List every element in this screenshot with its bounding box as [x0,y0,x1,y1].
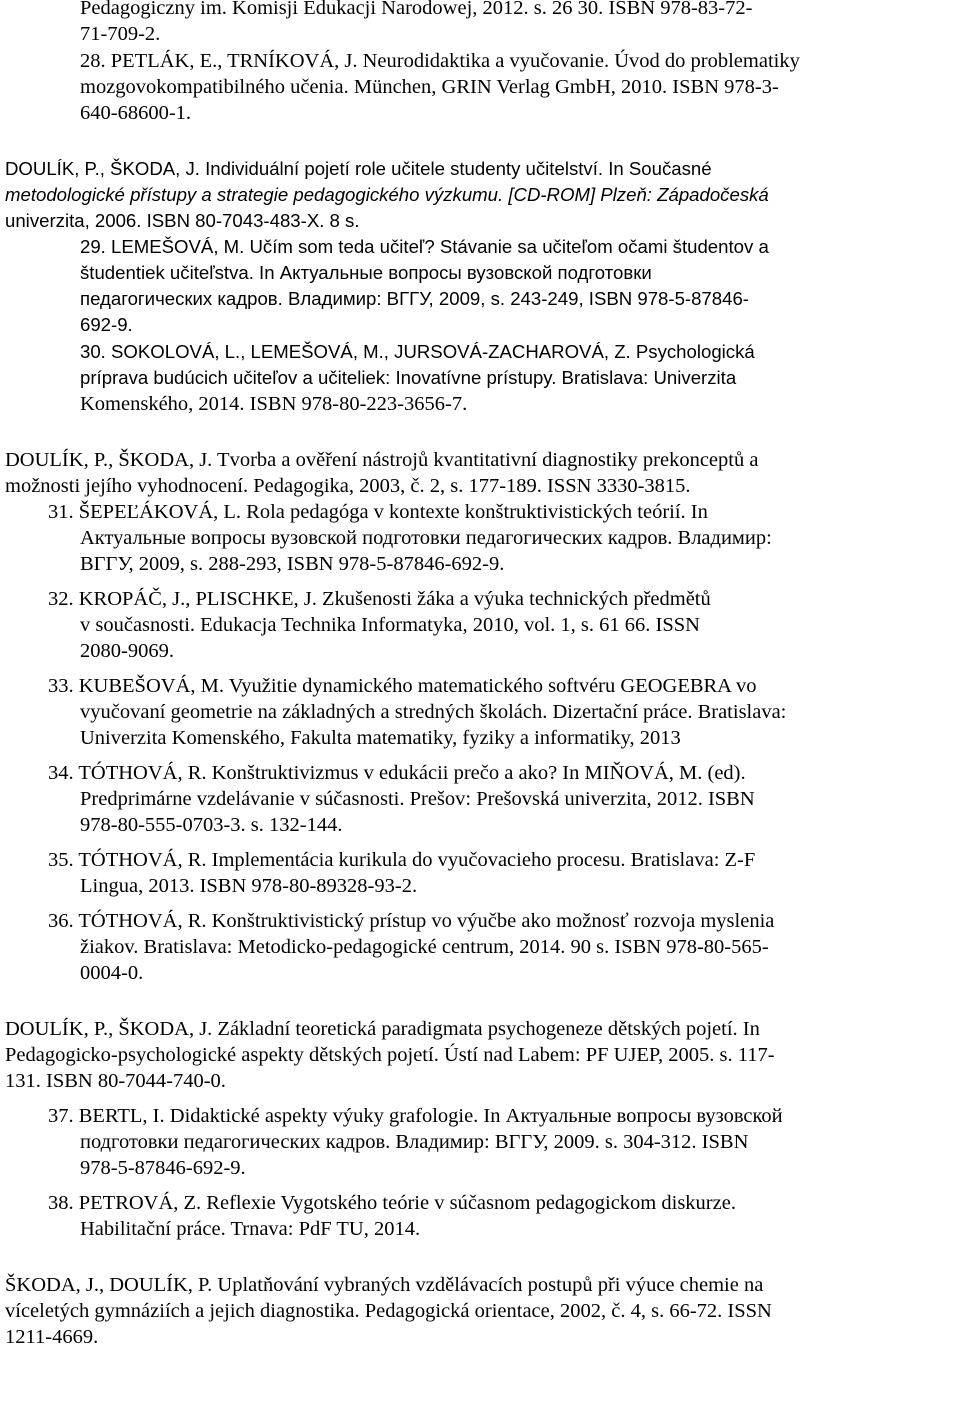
reference-line: metodologické přístupy a strategie pedagogického výzkumu. [CD-ROM] Plzeň: Západočeská [5,184,769,205]
reference-line: 1211-4669. [5,1326,99,1348]
reference-line: Pedagogicko-psychologické aspekty dětských pojetí. Ústí nad Labem: PF UJEP, 2005. s. 117- [5,1044,775,1066]
reference-line: 2080-9069. [80,640,174,662]
reference-line: Univerzita Komenského, Fakulta matematiky, fyziky a informatiky, 2013 [80,727,681,749]
inserted-reference: ŠKODA, J., DOULÍK, P. Uplatňování vybraných vzdělávacích postupů při výuce chemie na [5,1274,764,1296]
inserted-reference: DOULÍK, P., ŠKODA, J. Tvorba a ověření nástrojů kvantitativní diagnostiky prekonceptů a [5,449,759,471]
reference-line: príprava budúcich učiteľov a učiteliek: Inovatívne prístupy. Bratislava: Univerzita [80,367,737,388]
reference-entry-28: 28. PETLÁK, E., TRNÍKOVÁ, J. Neurodidaktika a vyučovanie. Úvod do problematiky [80,50,800,72]
reference-line: Komenského, 2014. ISBN 978-80-223-3656-7. [80,393,468,415]
reference-entry-29: 29. LEMEŠOVÁ, M. Učím som teda učiteľ? Stávanie sa učiteľom očami študentov a [80,236,769,257]
reference-entry-35: 35. TÓTHOVÁ, R. Implementácia kurikula do vyučovacieho procesu. Bratislava: Z-F [48,849,756,871]
reference-line: 692-9. [80,314,133,335]
reference-line: študentiek učiteľstva. In Актуальные вопросы вузовской подготовки [80,262,652,283]
reference-line: подготовки педагогических кадров. Владимир: ВГГУ, 2009. s. 304-312. ISBN [80,1131,749,1153]
reference-line: 978-5-87846-692-9. [80,1157,246,1179]
reference-line: ВГГУ, 2009, s. 288-293, ISBN 978-5-87846-692-9. [80,553,505,575]
inserted-reference: DOULÍK, P., ŠKODA, J. Individuální pojetí role učitele studenty učitelství. In Současné [5,158,712,179]
reference-line: vyučovaní geometrie na základných a stredných školách. Dizertační práce. Bratislava: [80,701,787,723]
reference-line: možnosti jejího vyhodnocení. Pedagogika, 2003, č. 2, s. 177-189. ISSN 3330-3815. [5,475,691,497]
reference-line: 640-68600-1. [80,102,192,124]
reference-line: 978-80-555-0703-3. s. 132-144. [80,814,343,836]
reference-entry-38: 38. PETROVÁ, Z. Reflexie Vygotského teórie v súčasnom pedagogickom diskurze. [48,1192,736,1214]
reference-line: Актуальные вопросы вузовской подготовки педагогических кадров. Владимир: [80,527,772,549]
reference-entry-33: 33. KUBEŠOVÁ, M. Využitie dynamického matematického softvéru GEOGEBRA vo [48,675,757,697]
reference-line: v současnosti. Edukacja Technika Informatyka, 2010, vol. 1, s. 61 66. ISSN [80,614,700,636]
reference-line: mozgovokompatibilného učenia. München, GRIN Verlag GmbH, 2010. ISBN 978-3- [80,76,779,98]
reference-line: žiakov. Bratislava: Metodicko-pedagogické centrum, 2014. 90 s. ISBN 978-80-565- [80,936,769,958]
reference-entry-32: 32. KROPÁČ, J., PLISCHKE, J. Zkušenosti žáka a výuka technických předmětů [48,588,711,610]
reference-entry-36: 36. TÓTHOVÁ, R. Konštruktivistický prístup vo výučbe ako možnosť rozvoja myslenia [48,910,775,932]
inserted-reference: DOULÍK, P., ŠKODA, J. Základní teoretická paradigmata psychogeneze dětských pojetí. In [5,1018,760,1040]
reference-line: 131. ISBN 80-7044-740-0. [5,1070,226,1092]
reference-line: Predprimárne vzdelávanie v súčasnosti. Prešov: Prešovská univerzita, 2012. ISBN [80,788,755,810]
reference-line: Lingua, 2013. ISBN 978-80-89328-93-2. [80,875,418,897]
reference-line: víceletých gymnáziích a jejich diagnostika. Pedagogická orientace, 2002, č. 4, s. 66-72. ISSN [5,1300,772,1322]
reference-entry-31: 31. ŠEPEĽÁKOVÁ, L. Rola pedagóga v kontexte konštruktivistických teórií. In [48,501,708,523]
reference-entry-37: 37. BERTL, I. Didaktické aspekty výuky grafologie. In Актуальные вопросы вузовской [48,1105,783,1127]
reference-line: 71-709-2. [80,23,161,45]
reference-line: univerzita, 2006. ISBN 80-7043-483-X. 8 s. [5,210,360,231]
reference-line: 0004-0. [80,962,144,984]
reference-entry-30: 30. SOKOLOVÁ, L., LEMEŠOVÁ, M., JURSOVÁ-ZACHAROVÁ, Z. Psychologická [80,341,755,362]
reference-line: Pedagogiczny im. Komisji Edukacji Narodowej, 2012. s. 26 30. ISBN 978-83-72- [80,0,753,19]
reference-line: Habilitační práce. Trnava: PdF TU, 2014. [80,1218,421,1240]
reference-entry-34: 34. TÓTHOVÁ, R. Konštruktivizmus v edukácii prečo a ako? In MIŇOVÁ, M. (ed). [48,762,746,784]
reference-line: педагогических кадров. Владимир: ВГГУ, 2009, s. 243-249, ISBN 978-5-87846- [80,288,749,309]
